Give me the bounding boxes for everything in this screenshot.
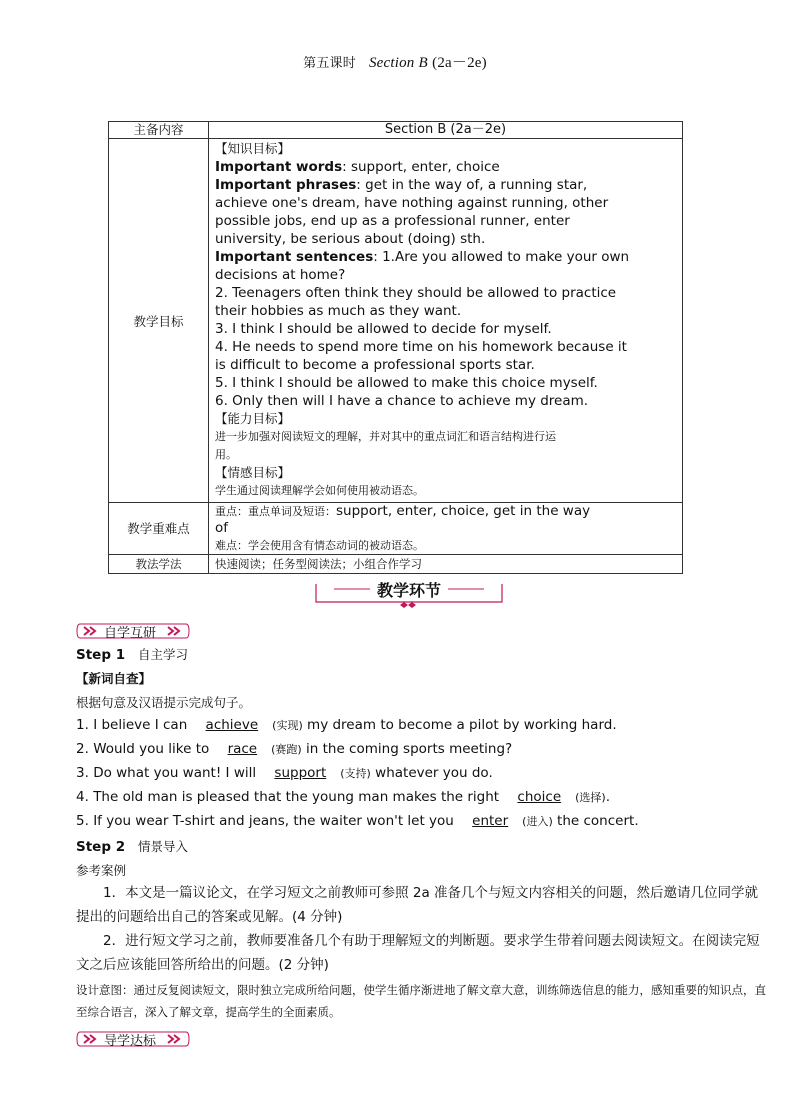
banner-title: 教学环节 xyxy=(376,581,441,600)
lesson-plan-table xyxy=(108,121,683,574)
new-words-title: 【新词自查】 xyxy=(76,671,152,686)
page-title: 第五课时 Section B (2a－2e) xyxy=(303,55,487,71)
list-item: 2. Would you like to race (赛跑) in the coming sports meeting? xyxy=(76,741,513,757)
section-tag: 自学互研 xyxy=(76,621,190,641)
row-value: 重点：重点单词及短语：support, enter, choice, get in the way of 难点：学会使用含有情态动词的被动语态。 xyxy=(209,503,683,555)
step2-heading: Step 2 情景导入 xyxy=(76,839,188,855)
teaching-goals: 【知识目标】 Important words: support, enter, choice Important phrases: get in the way of, a running star, achieve one's dream, have nothing against running, other possible jobs, end up as a professional runner, enter university, be serious about (doing) sth. Important sentences: 1.Are you allowed to make your own decisions at home? 2. Teenagers often think they should be allowed to practice their hobbies as much as they want. 3. I think I should be allowed to decide for myself. 4. He needs to spend more time on his homework because it is difficult to become a professional sports star. 5. I think I should be allowed to make this choice myself. 6. Only then will I have a chance to achieve my dream. 【能力目标】 进一步加强对阅读短文的理解，并对其中的重点词汇和语言结构进行运 用。 【情感目标】 学生通过阅读理解学会如何使用被动语态。 xyxy=(209,139,683,503)
table-row xyxy=(109,555,683,574)
list-item: 4. The old man is pleased that the young man makes the right choice (选择). xyxy=(76,789,611,805)
table-row xyxy=(109,139,683,503)
emotion-goal-title: 【情感目标】 xyxy=(215,465,291,480)
instruction: 根据句意及汉语提示完成句子。 xyxy=(76,695,252,710)
row-label: 主备内容 xyxy=(109,122,209,139)
row-value: Section B (2a－2e) xyxy=(209,122,683,139)
step1-heading: Step 1 自主学习 xyxy=(76,647,188,663)
paragraph-2: 2．进行短文学习之前，教师要准备几个有助于理解短文的判断题。要求学生带着问题去阅读短文。在阅读完短文之后应该能回答所给出的问题。(2 分钟) xyxy=(76,933,760,973)
row-label: 教法学法 xyxy=(109,555,209,574)
design-intent: 设计意图：通过反复阅读短文，限时独立完成所给问题，使学生循序渐进地了解文章大意，训练筛选信息的能力，感知重要的知识点，直至综合语言，深入了解文章，提高学生的全面素质。 xyxy=(76,983,766,1019)
ability-goal-title: 【能力目标】 xyxy=(215,411,291,426)
knowledge-goal-title: 【知识目标】 xyxy=(215,141,291,156)
list-item: 5. If you wear T-shirt and jeans, the waiter won't let you enter (进入) the concert. xyxy=(76,813,639,829)
list-item: 3. Do what you want! I will support (支持) whatever you do. xyxy=(76,765,493,781)
table-row xyxy=(109,122,683,139)
row-label: 教学重难点 xyxy=(109,503,209,555)
section-banner xyxy=(314,576,504,608)
reference-case: 参考案例 xyxy=(76,863,127,878)
list-item: 1. I believe I can achieve (实现) my dream to become a pilot by working hard. xyxy=(76,717,617,733)
paragraph-1: 1．本文是一篇议论文，在学习短文之前教师可参照 2a 准备几个与短文内容相关的问题，然后邀请几位同学就提出的问题给出自己的答案或见解。(4 分钟) xyxy=(76,885,759,925)
row-label: 教学目标 xyxy=(109,139,209,503)
table-row xyxy=(109,503,683,555)
section-tag: 导学达标 xyxy=(76,1029,190,1049)
row-value: 快速阅读；任务型阅读法；小组合作学习 xyxy=(209,555,683,574)
